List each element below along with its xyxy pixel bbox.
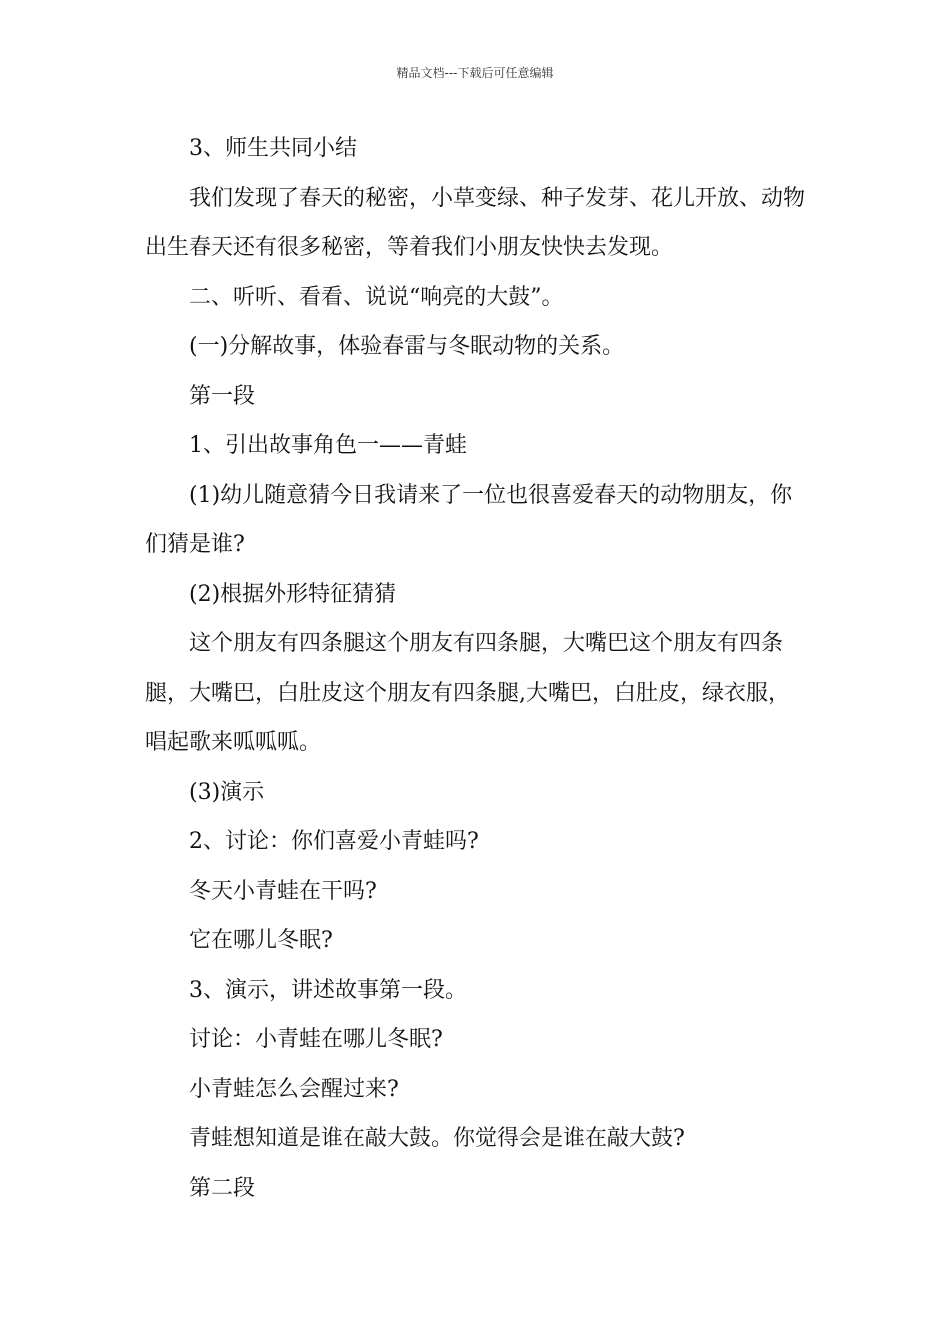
paragraph-where-hibernate: 它在哪儿冬眠? [189,928,333,953]
paragraph-demo: (3)演示 [189,779,265,805]
paragraph-spring-secrets: 我们发现了春天的秘密，小草变绿、种子发芽、花儿开放、动物出生春天还有很多秘密，等着我们小朋友快快去发现。 [145,185,806,260]
paragraph-why-wake: 小青蛙怎么会醒过来? [189,1076,399,1102]
page-header: 精品文档---下载后可任意编辑 [396,66,554,80]
paragraph-who-drums: 青蛙想知道是谁在敲大鼓。你觉得会是谁在敲大鼓? [189,1126,685,1151]
paragraph-guess-by-features: (2)根据外形特征猜猜 [189,581,397,607]
paragraph-introduce-frog: 1、引出故事角色一——青蛙 [189,433,467,458]
paragraph-frog-riddle: 这个朋友有四条腿这个朋友有四条腿，大嘴巴这个朋友有四条腿，大嘴巴，白肚皮这个朋友有四条腿,大嘴巴，白肚皮，绿衣服，唱起歌来呱呱呱。 [145,631,790,755]
paragraph-winter-frog: 冬天小青蛙在干吗? [189,878,377,904]
paragraph-section-two-heading: 二、听听、看看、说说“响亮的大鼓”。 [189,284,564,310]
paragraph-part-two: 第二段 [189,1175,256,1201]
document-body [145,124,807,1213]
paragraph-summary-heading: 3、师生共同小结 [189,136,357,161]
paragraph-story-breakdown: (一)分解故事，体验春雷与冬眠动物的关系。 [189,334,625,359]
paragraph-discussion-like-frog: 2、讨论：你们喜爱小青蛙吗? [189,829,479,854]
paragraph-part-one: 第一段 [189,383,256,409]
paragraph-guess-animal: (1)幼儿随意猜今日我请来了一位也很喜爱春天的动物朋友，你们猜是谁? [145,482,793,557]
paragraph-tell-part-one: 3、演示，讲述故事第一段。 [189,977,467,1003]
paragraph-discussion-hibernate: 讨论：小青蛙在哪儿冬眠? [189,1027,443,1052]
